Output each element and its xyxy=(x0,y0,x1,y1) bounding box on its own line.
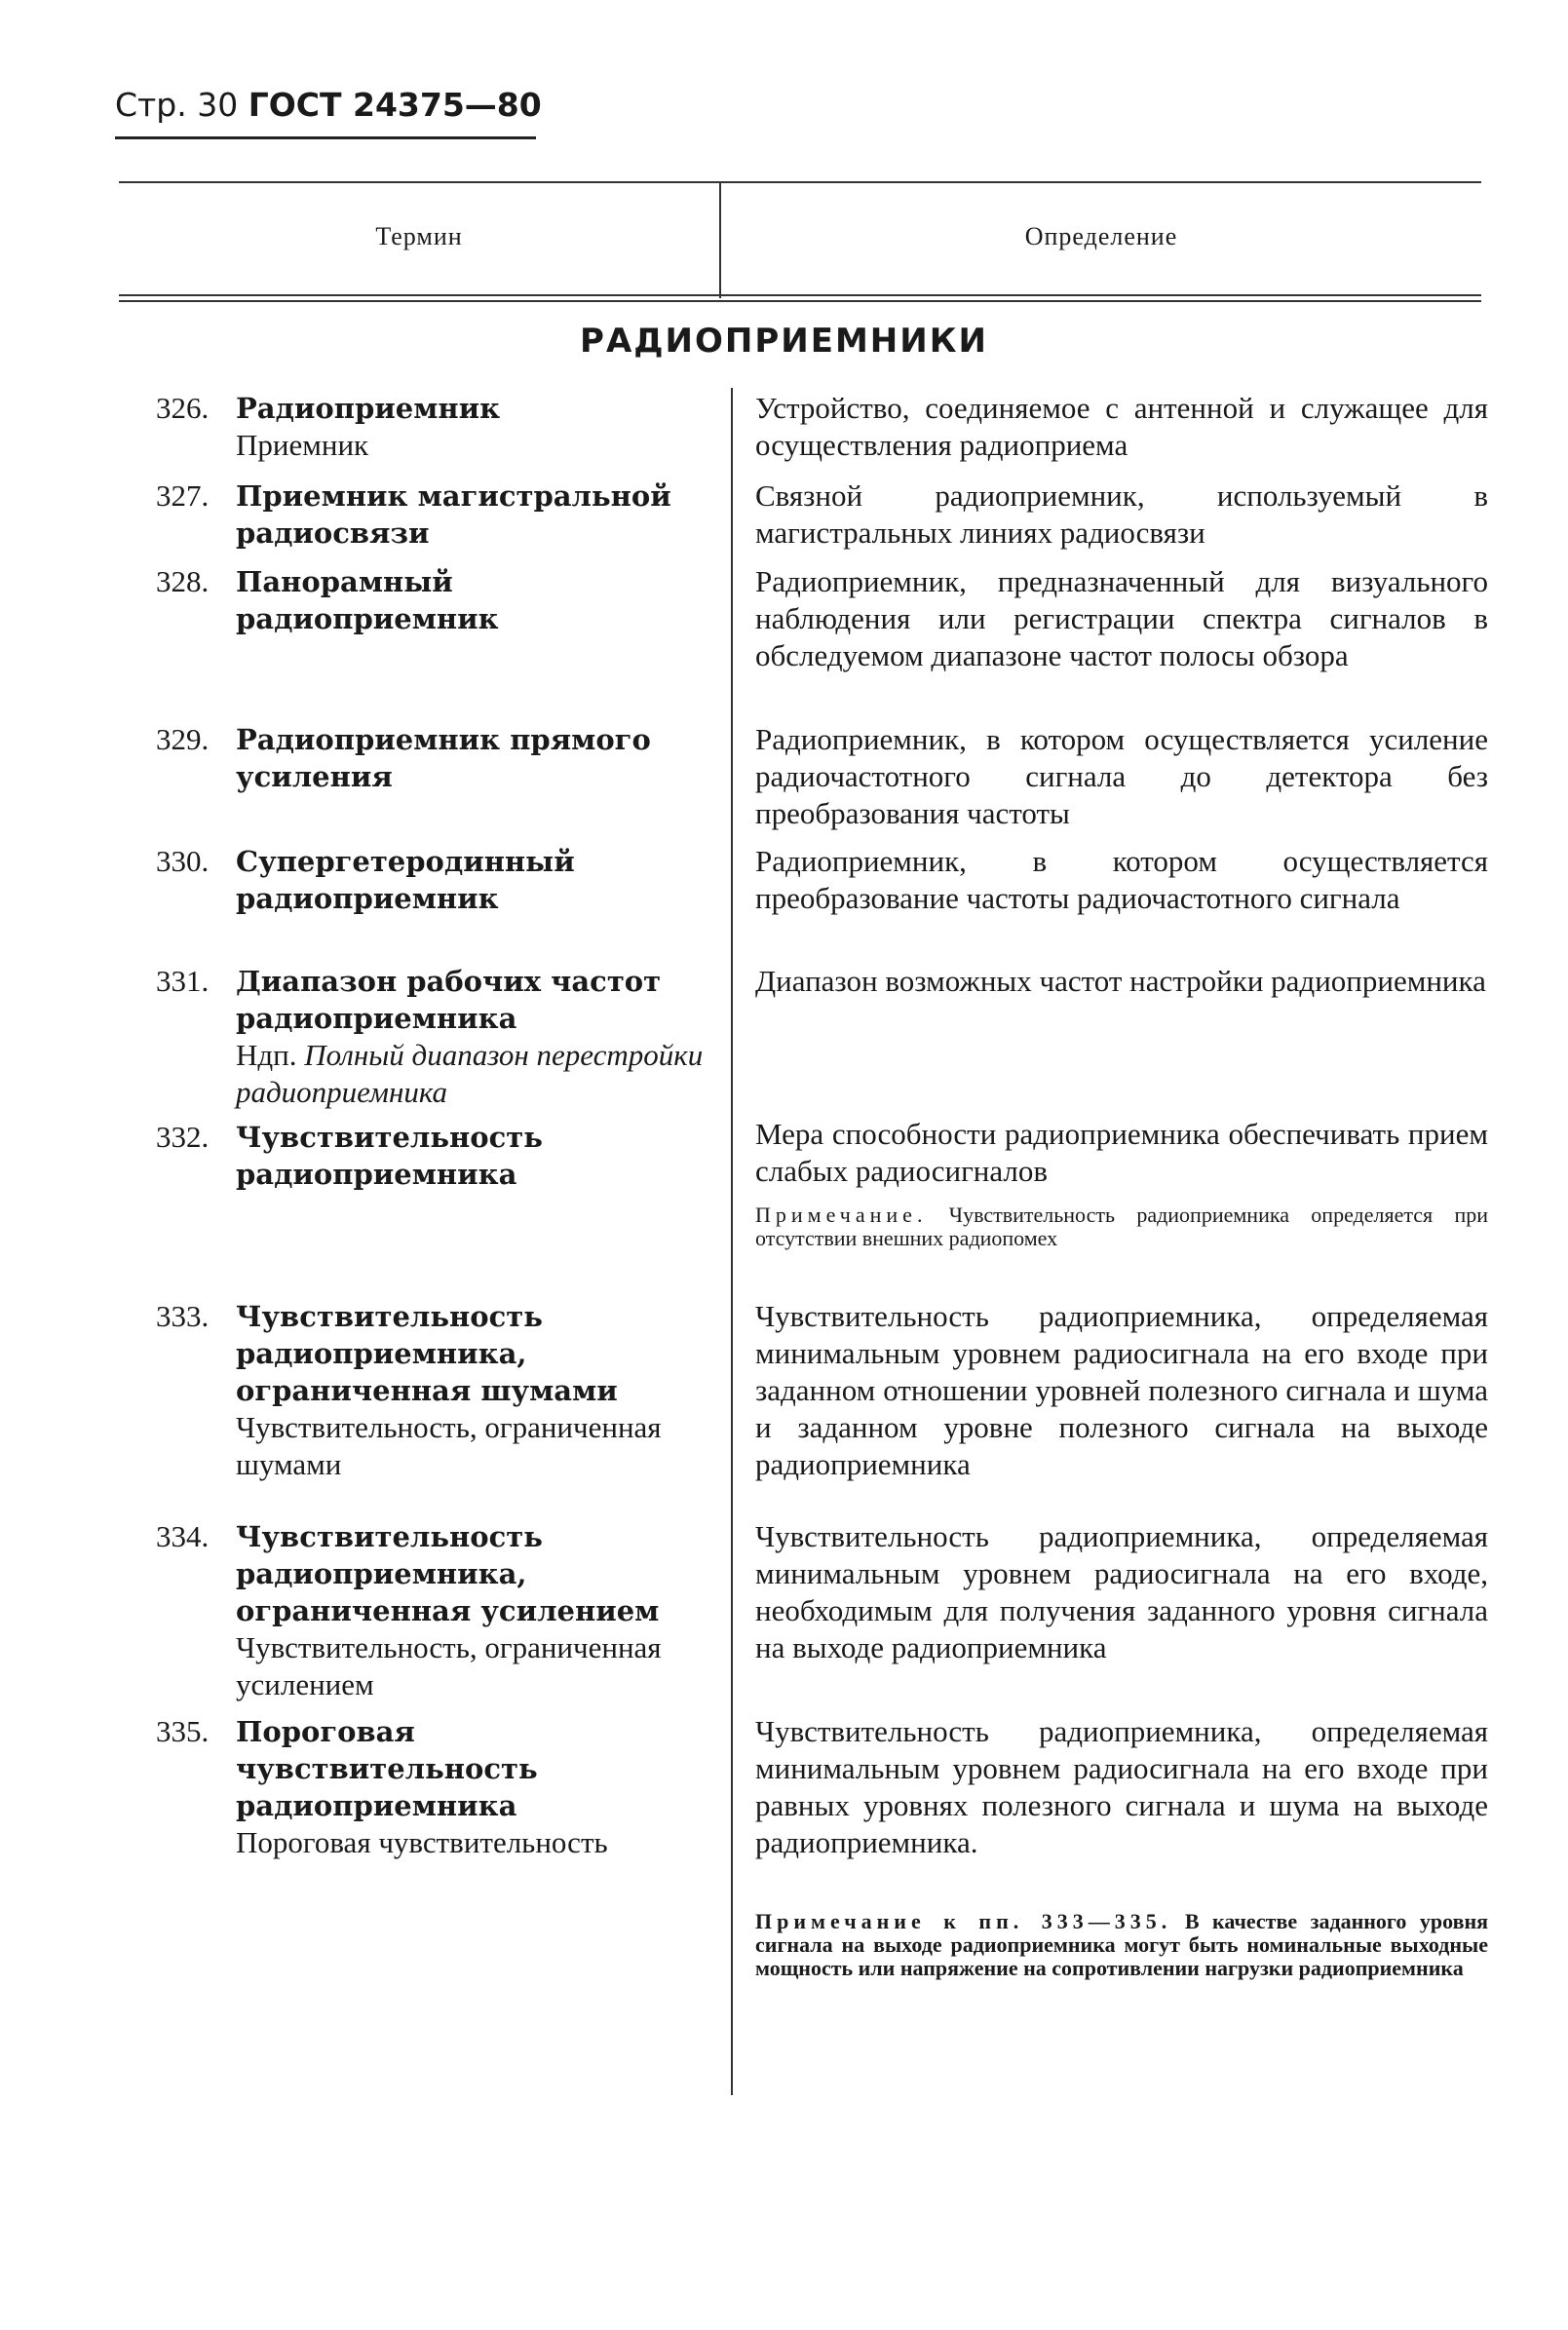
definition-text: Радиоприемник, в котором осуществляется преобразование частоты радиочастотного сигнала xyxy=(755,844,1488,915)
term-number: 332. xyxy=(156,1120,210,1154)
term-name: Диапазон рабочих частот радиоприемника xyxy=(236,965,662,1035)
term-entry xyxy=(156,390,704,464)
final-note-text: В качестве заданного уровня сигнала на выходе радиоприемника могут быть номинальные выходные мощность или напряжение на сопротивлении нагрузки радиоприемника xyxy=(755,1909,1489,1980)
table-top-rule xyxy=(119,181,1481,183)
definition-text: Устройство, соединяемое с антенной и служащее для осуществления радиоприема xyxy=(755,391,1488,462)
inadmissible-label: Ндп. xyxy=(236,1038,297,1072)
header-underline xyxy=(115,136,536,139)
term-number: 333. xyxy=(156,1299,210,1333)
note-text: Чувствительность радиоприемника определяется при отсутствии внешних радиопомех xyxy=(755,1203,1488,1250)
term-number: 328. xyxy=(156,564,210,598)
column-header-definition: Определение xyxy=(1024,222,1178,250)
term-name: Радиоприемник прямого усиления xyxy=(236,723,651,793)
definition-text: Чувствительность радиоприемника, определяемая минимальным уровнем радиосигнала на его входе, необходимым для получения заданного уровня сигнала на выходе радиоприемника xyxy=(755,1519,1488,1664)
note-label: Примечание. xyxy=(755,1203,928,1227)
definition-text: Чувствительность радиоприемника, определяемая минимальным уровнем радиосигнала на его входе при равных уровнях полезного сигнала и шума на выходе радиоприемника. xyxy=(755,1714,1488,1859)
definition-note xyxy=(755,1203,1488,1250)
term-entry xyxy=(156,963,704,1111)
term-entry xyxy=(156,1518,704,1703)
term-name: Чувствительность радиоприемника, ограниченная шумами xyxy=(236,1300,618,1407)
term-number: 334. xyxy=(156,1519,210,1553)
definition-text: Чувствительность радиоприемника, определяемая минимальным уровнем радиосигнала на его входе при заданном отношении уровней полезного сигнала и шума и заданном уровне полезного сигнала на выходе радиоприемника xyxy=(755,1299,1488,1481)
definition-text: Мера способности радиоприемника обеспечивать прием слабых радиосигналов xyxy=(755,1117,1488,1188)
definition-text: Связной радиоприемник, используемый в магистральных линиях радиосвязи xyxy=(755,478,1488,550)
term-number: 335. xyxy=(156,1714,210,1748)
final-note-label: Примечание к пп. 333—335. xyxy=(755,1909,1172,1933)
term-number: 330. xyxy=(156,844,210,878)
definition-text: Диапазон возможных частот настройки радиоприемника xyxy=(755,964,1486,998)
term-entry xyxy=(156,843,704,917)
term-name: Панорамный радиоприемник xyxy=(236,565,499,635)
definition-text: Радиоприемник, в котором осуществляется усиление радиочастотного сигнала до детектора без преобразования частоты xyxy=(755,722,1488,830)
table-header-rule-1 xyxy=(119,294,1481,296)
term-entry xyxy=(156,1713,704,1861)
page-header xyxy=(115,86,542,124)
term-entry xyxy=(156,1298,704,1483)
term-synonym: Чувствительность, ограниченная усилением xyxy=(236,1630,662,1701)
column-header-term: Термин xyxy=(375,222,463,250)
term-name: Супергетеродинный радиоприемник xyxy=(236,845,575,915)
term-entry xyxy=(156,1119,704,1193)
term-synonym: Приемник xyxy=(236,428,369,462)
term-synonym: Пороговая чувствительность xyxy=(236,1825,608,1859)
term-number: 331. xyxy=(156,964,210,998)
definition-text: Радиоприемник, предназначенный для визуального наблюдения или регистрации спектра сигналов в обследуемом диапазоне частот полосы обзора xyxy=(755,564,1488,672)
term-name: Пороговая чувствительность радиоприемника xyxy=(236,1715,538,1822)
term-entry xyxy=(156,477,704,552)
term-name: Чувствительность радиоприемника xyxy=(236,1121,543,1191)
term-entry xyxy=(156,721,704,795)
final-note xyxy=(755,1910,1488,1980)
term-number: 327. xyxy=(156,478,210,513)
term-name: Чувствительность радиоприемника, ограниченная усилением xyxy=(236,1520,660,1627)
term-entry xyxy=(156,563,704,637)
section-title: РАДИОПРИЕМНИКИ xyxy=(580,322,988,361)
term-name: Радиоприемник xyxy=(236,392,501,425)
term-synonym: Чувствительность, ограниченная шумами xyxy=(236,1410,662,1481)
page-label: Стр. 30 xyxy=(115,86,239,124)
gost-number: ГОСТ 24375—80 xyxy=(248,86,542,124)
inadmissible-term: Полный диапазон перестройки радиоприемника xyxy=(236,1038,704,1109)
term-number: 329. xyxy=(156,722,210,756)
body-column-divider xyxy=(731,388,733,2095)
term-number: 326. xyxy=(156,391,210,425)
table-header-rule-2 xyxy=(119,300,1481,302)
term-name: Приемник магистральной радиосвязи xyxy=(236,479,671,550)
